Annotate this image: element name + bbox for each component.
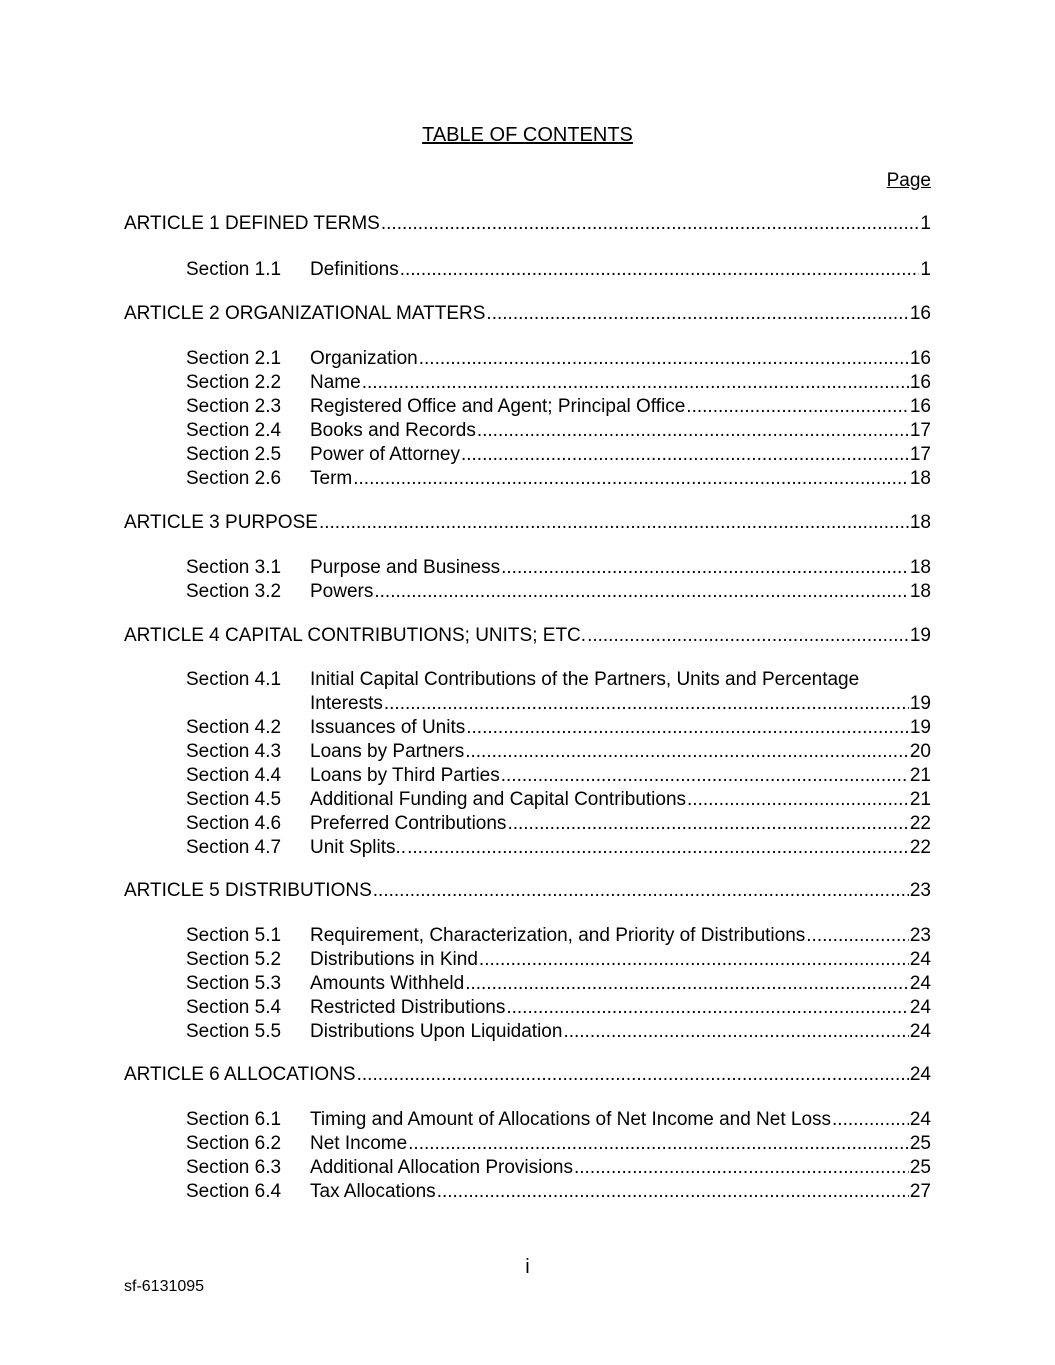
toc-section (186, 258, 931, 282)
dot-leader (832, 1108, 909, 1132)
dot-leader (373, 879, 909, 903)
page-number: 25 (909, 1133, 931, 1154)
toc-section (186, 788, 931, 812)
page-number: 20 (909, 741, 931, 762)
article-title: ARTICLE 2 ORGANIZATIONAL MATTERS (124, 303, 486, 324)
section-title: Books and Records (310, 420, 476, 441)
footer-page-number: i (525, 1256, 530, 1278)
dot-leader (486, 302, 908, 326)
section-title: Organization (310, 348, 418, 369)
page-number: 19 (909, 693, 931, 714)
dot-leader (479, 948, 909, 972)
section-number: Section 4.2 (186, 717, 282, 738)
dot-leader (362, 371, 909, 395)
section-number: Section 3.2 (186, 581, 282, 602)
page-number: 24 (909, 949, 931, 970)
toc-section (186, 812, 931, 836)
page-number: 16 (909, 396, 931, 417)
article-title: ARTICLE 3 PURPOSE (124, 512, 318, 533)
toc-section (186, 972, 931, 996)
page-number: 22 (909, 837, 931, 858)
section-number: Section 2.3 (186, 396, 282, 417)
dot-leader (563, 1020, 908, 1044)
toc-section (186, 996, 931, 1020)
dot-leader (461, 443, 909, 467)
toc-section (186, 1156, 931, 1180)
article-title: ARTICLE 6 ALLOCATIONS (124, 1064, 356, 1085)
section-number: Section 6.1 (186, 1109, 282, 1130)
section-title: Requirement, Characterization, and Priority of Distributions (310, 925, 806, 946)
section-title: Timing and Amount of Allocations of Net Income and Net Loss (310, 1109, 832, 1130)
toc-section (186, 836, 931, 860)
section-number: Section 5.4 (186, 997, 282, 1018)
section-number: Section 2.2 (186, 372, 282, 393)
section-title: Loans by Third Parties (310, 765, 500, 786)
dot-leader (465, 972, 909, 996)
section-title: Purpose and Business (310, 557, 501, 578)
dot-leader (506, 996, 909, 1020)
dot-leader (501, 556, 909, 580)
toc-section (186, 556, 931, 580)
section-number: Section 6.4 (186, 1181, 282, 1202)
section-title: Preferred Contributions (310, 813, 507, 834)
page-number: 19 (909, 717, 931, 738)
toc-article (124, 511, 931, 535)
dot-leader (419, 347, 909, 371)
dot-leader (407, 836, 909, 860)
toc-section (186, 924, 931, 948)
dot-leader (501, 764, 909, 788)
section-title: Restricted Distributions (310, 997, 506, 1018)
section-title: Additional Allocation Provisions (310, 1157, 573, 1178)
section-title: Initial Capital Contributions of the Partners, Units and Percentage (310, 669, 860, 690)
page-column-label: Page (886, 170, 931, 191)
page-number: 24 (909, 973, 931, 994)
section-title: Powers (310, 581, 374, 602)
toc-section (186, 668, 931, 692)
section-number: Section 6.2 (186, 1133, 282, 1154)
section-number: Section 2.4 (186, 420, 282, 441)
section-number: Section 2.1 (186, 348, 282, 369)
toc-article (124, 1063, 931, 1087)
page-number: 16 (909, 348, 931, 369)
page-number: 21 (909, 789, 931, 810)
section-number: Section 4.3 (186, 741, 282, 762)
dot-leader (353, 467, 909, 491)
toc-section (186, 716, 931, 740)
toc-section (186, 443, 931, 467)
section-number: Section 5.1 (186, 925, 282, 946)
dot-leader (400, 258, 920, 282)
section-title: Issuances of Units (310, 717, 466, 738)
section-title-continued: Interests (310, 693, 383, 714)
dot-leader (574, 1156, 909, 1180)
page-number: 24 (909, 1021, 931, 1042)
section-number: Section 4.4 (186, 765, 282, 786)
article-title: ARTICLE 5 DISTRIBUTIONS (124, 880, 372, 901)
toc-article (124, 212, 931, 236)
dot-leader (686, 395, 909, 419)
section-title: Amounts Withheld (310, 973, 465, 994)
dot-leader (357, 1063, 909, 1087)
dot-leader (465, 740, 909, 764)
section-number: Section 4.1 (186, 669, 282, 690)
section-number: Section 2.6 (186, 468, 282, 489)
dot-leader (806, 924, 909, 948)
toc-section (186, 740, 931, 764)
page-number: 18 (909, 581, 931, 602)
section-title: Power of Attorney (310, 444, 460, 465)
toc-section-continuation (186, 692, 931, 716)
page-number: 21 (909, 765, 931, 786)
dot-leader (587, 624, 909, 648)
dot-leader (507, 812, 908, 836)
section-title: Term (310, 468, 353, 489)
page-number: 1 (920, 213, 931, 234)
toc-article (124, 879, 931, 903)
toc-section (186, 347, 931, 371)
toc-section (186, 580, 931, 604)
section-number: Section 5.5 (186, 1021, 282, 1042)
document-id: sf-6131095 (124, 1278, 205, 1295)
section-title: Distributions in Kind (310, 949, 478, 970)
section-title: Name (310, 372, 361, 393)
page-number: 17 (909, 444, 931, 465)
section-title: Definitions (310, 259, 399, 280)
toc-section (186, 419, 931, 443)
page-number: 16 (909, 372, 931, 393)
section-title: Unit Splits.. (310, 837, 407, 858)
toc-section (186, 948, 931, 972)
page-number: 24 (909, 997, 931, 1018)
page-number: 18 (909, 468, 931, 489)
page-number: 1 (920, 259, 931, 280)
page-number: 24 (909, 1109, 931, 1130)
section-title: Loans by Partners (310, 741, 465, 762)
section-number: Section 4.7 (186, 837, 282, 858)
dot-leader (466, 716, 909, 740)
dot-leader (384, 692, 909, 716)
dot-leader (374, 580, 909, 604)
page-number: 23 (909, 880, 931, 901)
dot-leader (437, 1180, 909, 1204)
dot-leader (381, 212, 920, 236)
toc-section (186, 395, 931, 419)
section-number: Section 1.1 (186, 259, 282, 280)
toc-article (124, 302, 931, 326)
section-number: Section 6.3 (186, 1157, 282, 1178)
section-number: Section 5.2 (186, 949, 282, 970)
page-number: 25 (909, 1157, 931, 1178)
page-number: 18 (909, 512, 931, 533)
page-number: 22 (909, 813, 931, 834)
toc-section (186, 1020, 931, 1044)
dot-leader (687, 788, 909, 812)
section-title: Registered Office and Agent; Principal Office (310, 396, 686, 417)
section-number: Section 4.6 (186, 813, 282, 834)
page-number: 23 (909, 925, 931, 946)
article-title: ARTICLE 4 CAPITAL CONTRIBUTIONS; UNITS; ETC. (124, 625, 587, 646)
section-number: Section 3.1 (186, 557, 282, 578)
article-title: ARTICLE 1 DEFINED TERMS (124, 213, 380, 234)
dot-leader (408, 1132, 909, 1156)
section-title: Additional Funding and Capital Contributions (310, 789, 687, 810)
toc-section (186, 467, 931, 491)
toc-section (186, 371, 931, 395)
page-number: 17 (909, 420, 931, 441)
page-title: TABLE OF CONTENTS (422, 124, 633, 146)
section-number: Section 2.5 (186, 444, 282, 465)
toc-section (186, 764, 931, 788)
dot-leader (477, 419, 909, 443)
section-title: Tax Allocations (310, 1181, 436, 1202)
section-title: Distributions Upon Liquidation (310, 1021, 563, 1042)
toc-section (186, 1180, 931, 1204)
dot-leader (319, 511, 909, 535)
toc-article (124, 624, 931, 648)
page-number: 27 (909, 1181, 931, 1202)
toc-section (186, 1132, 931, 1156)
page-number: 16 (909, 303, 931, 324)
toc-section (186, 1108, 931, 1132)
page-number: 18 (909, 557, 931, 578)
section-title: Net Income (310, 1133, 408, 1154)
section-number: Section 4.5 (186, 789, 282, 810)
page-number: 24 (909, 1064, 931, 1085)
page-number: 19 (909, 625, 931, 646)
section-number: Section 5.3 (186, 973, 282, 994)
